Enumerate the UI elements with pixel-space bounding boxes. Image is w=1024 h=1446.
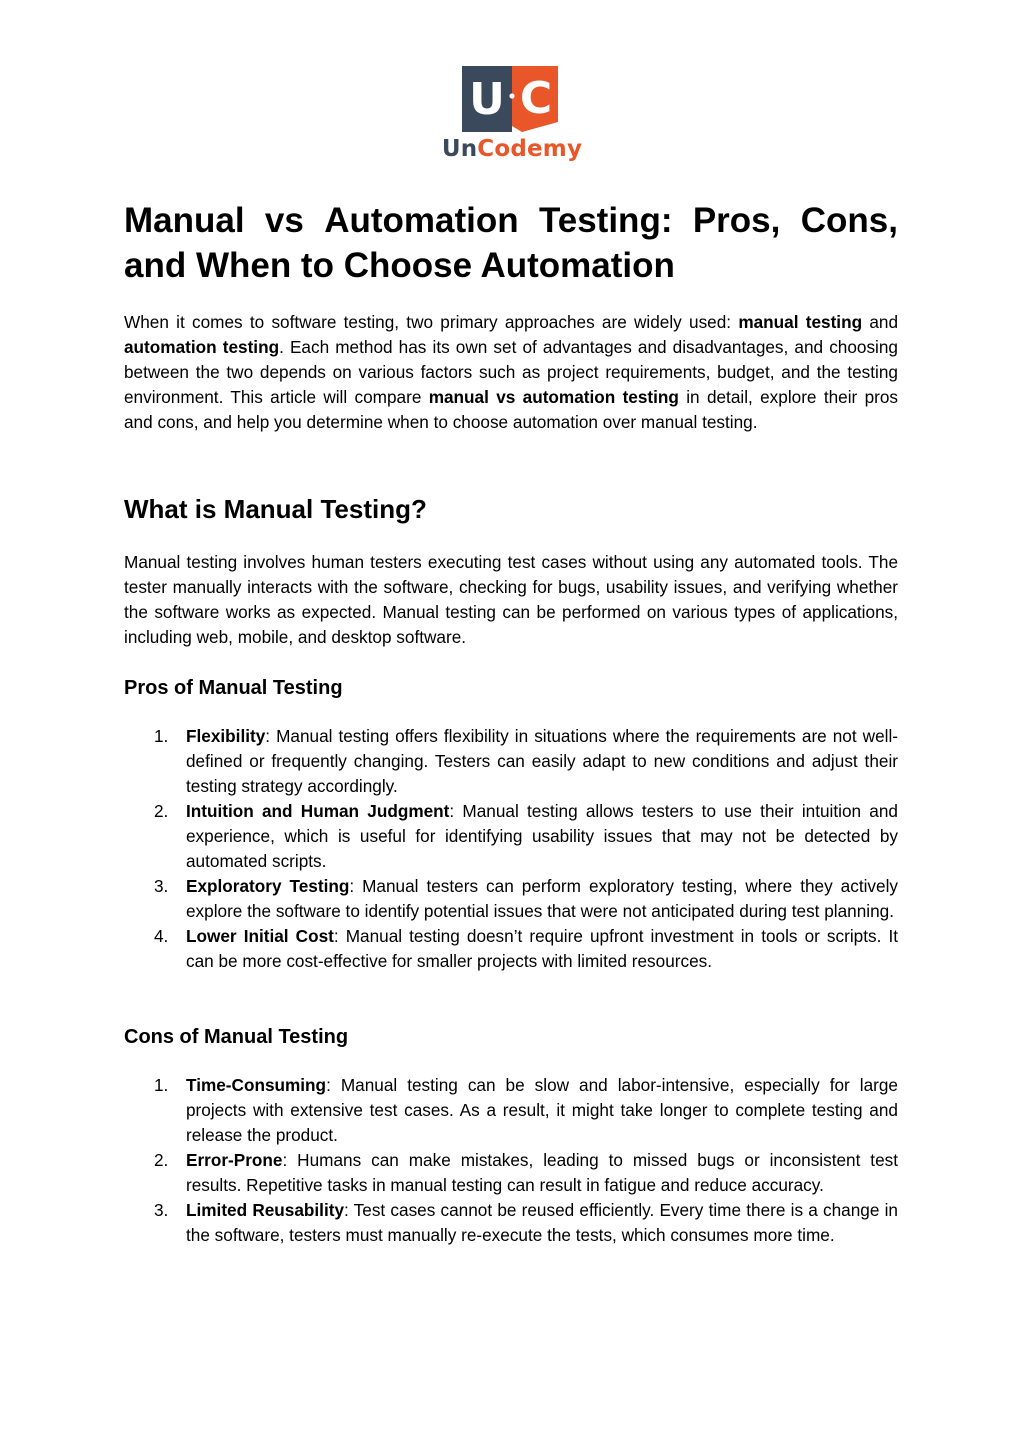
cons-list (124, 1073, 898, 1248)
list-item: 1. Flexibility: Manual testing offers flexibility in situations where the requirements are not well-defined or frequently changing. Testers can easily adapt to new conditions and adjust their testing strategy accordingly. (154, 726, 898, 796)
list-item: 3. Exploratory Testing: Manual testers can perform exploratory testing, where they actively explore the software to identify potential issues that were not anticipated during test planning. (154, 876, 898, 921)
logo-word-codemy: Codemy (477, 136, 583, 162)
list-item: 4. Lower Initial Cost: Manual testing doesn’t require upfront investment in tools or scripts. It can be more cost-effective for smaller projects with limited resources. (154, 926, 898, 971)
list-item-term: Intuition and Human Judgment (186, 801, 450, 821)
title-line-1 (124, 198, 898, 243)
list-item-term: Exploratory Testing (186, 876, 350, 896)
uncodemy-logo-mark (462, 66, 562, 132)
title-line-2: and When to Choose Automation (124, 246, 675, 285)
list-item: 3. Limited Reusability: Test cases cannot be reused efficiently. Every time there is a change in the software, testers must manually re-execute the tests, which consumes more time. (154, 1200, 898, 1245)
list-item-term: Limited Reusability (186, 1200, 345, 1220)
manual-testing-paragraph: Manual testing involves human testers executing test cases without using any automated tools. The tester manually interacts with the software, checking for bugs, usability issues, and verifying whether the software works as expected. Manual testing can be performed on various types of applications, including web, mobile, and desktop software. (124, 552, 898, 647)
list-item: 2. Intuition and Human Judgment: Manual testing allows testers to use their intuition and experience, which is useful for identifying usability issues that may not be detected by automated scripts. (154, 801, 898, 871)
logo-word-un: Un (441, 136, 478, 162)
list-item-term: Error-Prone (186, 1150, 283, 1170)
list-item-term: Lower Initial Cost (186, 926, 334, 946)
pros-list (124, 724, 898, 974)
section-heading-manual-testing: What is Manual Testing? (124, 494, 427, 524)
uncodemy-logo (432, 66, 592, 170)
title-word: Manual (124, 201, 245, 240)
title-word: Pros, (692, 201, 781, 240)
list-item-term: Flexibility (186, 726, 266, 746)
logo-mark-left: U (469, 74, 505, 125)
logo-wordmark (432, 136, 592, 162)
title-word: Cons, (800, 201, 898, 240)
intro-bold-manual-vs-automation: manual vs automation testing (428, 387, 679, 407)
title-word: Automation (324, 201, 519, 240)
intro-bold-automation-testing: automation testing (124, 337, 280, 357)
page-title (124, 198, 898, 288)
intro-paragraph: When it comes to software testing, two primary approaches are widely used: manual testing and automation testing. Each method has its own set of advantages and disadvantages, and choosing between the two depends on various factors such as project requirements, budget, and the testing environment. This article will compare manual vs automation testing in detail, explore their pros and cons, and help you determine when to choose automation over manual testing. (124, 312, 899, 432)
list-item: 1. Time-Consuming: Manual testing can be slow and labor-intensive, especially for large projects with extensive test cases. As a result, it might take longer to complete testing and release the product. (154, 1075, 898, 1145)
list-item: 2. Error-Prone: Humans can make mistakes, leading to missed bugs or inconsistent test results. Repetitive tasks in manual testing can result in fatigue and reduce accuracy. (154, 1150, 898, 1195)
title-word: Testing: (538, 201, 673, 240)
subheading-cons: Cons of Manual Testing (124, 1026, 349, 1048)
logo-mark-right: C (519, 73, 553, 124)
title-word: vs (264, 201, 304, 240)
list-item-term: Time-Consuming (186, 1075, 327, 1095)
subheading-pros: Pros of Manual Testing (124, 677, 343, 699)
intro-bold-manual-testing: manual testing (738, 312, 863, 332)
